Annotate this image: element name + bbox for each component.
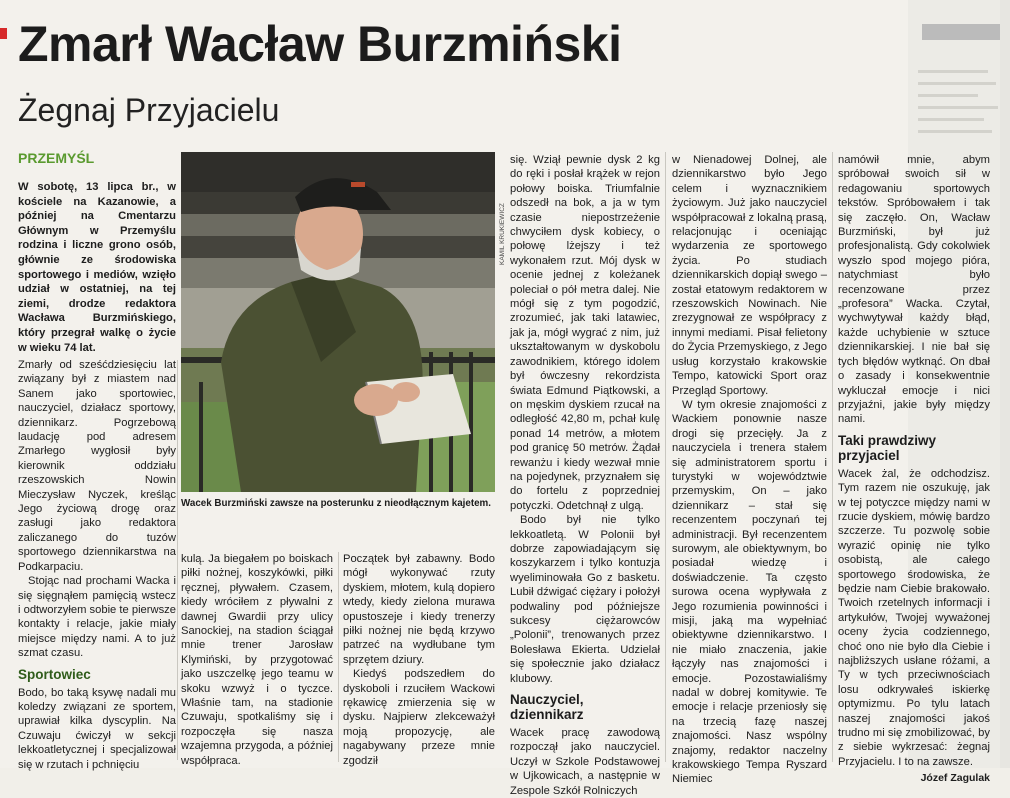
paragraph: w Nienadowej Dolnej, ale dziennikarstwo było Jego celem i wyznacznikiem życiowym. Już jako nauczyciel współpracował z lokalną prasą, relacjonując i oceniając wydarzenia ze sportowego życia. Po studiach dziennikarskich dopiął swego – został etatowym redaktorem w rzeszowskich Nowinach. Nie zrezygnował ze współpracy z innymi mediami. Pisał felietony do Życia Przemyskiego, z Jego usług korzystało krakowskie Tempo, katowicki Sport oraz Przegląd Sportowy. (672, 154, 827, 397)
paragraph: Kiedyś podszedłem do dyskoboli i rzuciłem Wackowi rękawicę zmierzenia się w dysku. Najpierw zlekceważył moją propozycję, ale nagabywany przeze mnie zgodził (343, 668, 495, 767)
subheading-taki-prawdziwy: Taki prawdziwy przyjaciel (838, 432, 937, 463)
paragraph: Początek był zabawny. Bodo mógł wykonywać rzuty dyskiem, młotem, kulą dopiero wtedy, kiedy zielona murawa opustoszeje i kiedy trenerzy piłki nożnej nie będą krzywo patrzeć na wydłubane tym sprzętem dziury. (343, 553, 495, 666)
column-6 (838, 153, 990, 786)
paragraph: Zmarły od sześćdziesięciu lat związany był z miastem nad Sanem jako sportowiec, nauczyciel, działacz sportowy, dziennikarz. Pogrzebową laudację pod adresem Zmarłego wygłosił były kierownik oddziału rzeszowskich Nowin Mieczysław Nyczek, kreśląc Jego życiową drogę oraz zasługi jako redaktora zaliczanego do tuzów sportowego dziennikarstwa na Podkarpaciu. (18, 359, 176, 573)
section-label: PRZEMYŚL (18, 150, 95, 166)
paragraph: Wacek pracę zawodową rozpoczął jako nauczyciel. Uczył w Szkole Podstawowej w Ujkowicach, a następnie w Zespole Szkół Rolniczych (510, 727, 660, 797)
red-edge-mark (0, 28, 7, 39)
subheading-sportowiec: Sportowiec (18, 666, 91, 682)
subheading-nauczyciel: Nauczyciel, dziennikarz (510, 692, 584, 723)
column-5 (672, 153, 827, 787)
paragraph: się. Wziął pewnie dysk 2 kg do ręki i posłał krążek w rejon połowy boiska. Triumfalnie odszedł na bok, a ja w tym czasie niepostrzeżenie chwyciłem dysk kobiecy, o połowę lżejszy i też wykonałem rzut. Mój dysk w ocenie jednej z koleżanek poleciał o pół metra dalej. Nie mógł się z tym pogodzić, zrozumieć, jak taki latawiec, jak ja, mógł wygrać z nim, już ukształtowanym w dyskobolu zawodnikiem, którego idolem był ówczesny rekordzista świata Edmund Piątkowski, a on męskim dyskiem rzucał na odległość 42,80 m, pchał kulę ponad 14 metrów, a młotem pod granicę 50 metrów. Żądał rewanżu i kiedy wezwał mnie na pojedynek, przyznałem się do fortelu z poprzedniej potyczki. Odetchnął z ulgą. (510, 154, 660, 512)
paragraph: kulą. Ja biegałem po boiskach piłki nożnej, koszykówki, piłki ręcznej, pływałem. Czasem, kiedy wróciłem z pływalni z dawnej Gwardii przy ulicy Sanockiej, na stadion ściągał mnie trener Jarosław Klymiński, by przygotować jako uszczelkę jego teamu w skoku wzwyż i o tyczce. Właśnie tam, na stadionie Czuwaju, spotkaliśmy się i rozpoczęła się nasza wzajemna przygoda, a później współpraca. (181, 553, 333, 767)
lede-paragraph: W sobotę, 13 lipca br., w kościele na Kazanowie, a później na Cmentarzu Głównym w Przemyślu rodzina i liczne grono osób, głównie ze środowiska sportowego i mediów, wzięło udział w ostatniej, na tej ziemi, drodze redaktora Wacława Burzmińskiego, który przegrał walkę o życie w wieku 74 lat. (18, 181, 176, 354)
paragraph: Bodo był nie tylko lekkoatletą. W Polonii był dobrze zapowiadającym się koszykarzem i tylko kontuzja wyeliminowała Go z basketu. Lubił dźwigać ciężary i położył podwaliny pod późniejsze sukcesy ciężarowców „Polonii”, trenowanych przez Bolesława Ekierta. Udzielał się społecznie jako działacz klubowy. (510, 514, 660, 685)
photo-man-with-notebook (181, 152, 495, 492)
article-photo (181, 152, 495, 492)
photo-caption: Wacek Burzmiński zawsze na posterunku z nieodłącznym kajetem. (181, 498, 491, 509)
subheadline: Żegnaj Przyjacielu (18, 92, 280, 128)
column-3 (343, 552, 495, 768)
column-2 (181, 552, 333, 768)
paragraph: Stojąc nad prochami Wacka i się sięgnąłem pamięcią wstecz i odtworzyłem sobie te pierwsze kontakty i relacje, jakie miały miejsce między nami. A to już szmat czasu. (18, 575, 176, 660)
author-signature: Józef Zagulak (920, 772, 990, 785)
headline: Zmarł Wacław Burzmiński (18, 16, 622, 72)
photo-credit: KAMIL KRUKIEWICZ (499, 203, 506, 265)
column-1 (18, 358, 176, 772)
paragraph: Bodo, bo taką ksywę nadali mu koledzy związani ze sportem, uprawiał kilka dyscyplin. Na Czuwaju ćwiczył w sekcji lekkoatletycznej i specjalizował się w rzutach i pchnięciu (18, 686, 176, 771)
column-4 (510, 153, 660, 798)
paragraph: W tym okresie znajomości z Wackiem ponownie nasze drogi się przecięły. Ja z nauczyciela i trenera stałem się administratorem sportu i turystyki w województwie przemyskim, On – jako dziennikarz – stał się recenzentem poczynań tej administracji. Był recenzentem surowym, ale obiektywnym, bo posiadał wiedzę i doświadczenie. Ta często surowa ocena wypływała z Jego rozumienia powinności i misji, jaką ma wypełniać obiektywne dziennikarstwo. I nie miało znaczenia, jakie łączyły nas znajomości i emocje. Pozostawialiśmy nadal w dobrej komitywie. Te emocje i relacje przeniosły się na trzecią fazę naszej znajomości. Nasz wspólny znajomy, redaktor naczelny krakowskiego Tempa Ryszard Niemiec (672, 398, 827, 786)
paragraph: Wacek żal, że odchodzisz. Tym razem nie oszukuję, jak w tej potyczce między nami w rzucie dyskiem, mówię bardzo szczerze. Tu pozwolę sobie wyrazić opinię nie tylko osobistą, ale całego sportowego środowiska, że będzie nam Ciebie brakowało. Twoich rzetelnych informacji i artykułów, Twojej wyważonej oceny życia codziennego, choć ono nie było dla Ciebie i najbliższych usłane różami, a Ty w tych przeciwnościach losu odkrywałeś iskierkę optymizmu. Po tylu latach naszej znajomości jakoś trudno mi się zmobilizować, by z siebie wykrzesać: żegnaj Przyjacielu. I to na zawsze. (838, 467, 990, 768)
paragraph: namówił mnie, abym spróbował swoich sił w redagowaniu sportowych tekstów. Spróbowałem i tak się zaczęło. On, Wacław Burzmiński, był już profesjonalistą. Gdy cokolwiek wyszło spod mojego pióra, natychmiast było recenzowane przez „profesora” Wacka. Czytał, wychwytywał każdy błąd, każde uchybienie w sztuce dziennikarskiej. I nie bał się tych błędów wytknąć. On dbał o zasady i konsekwentnie wykluczał emocje i nici przyjaźni, jakie były między nami. (838, 154, 990, 426)
